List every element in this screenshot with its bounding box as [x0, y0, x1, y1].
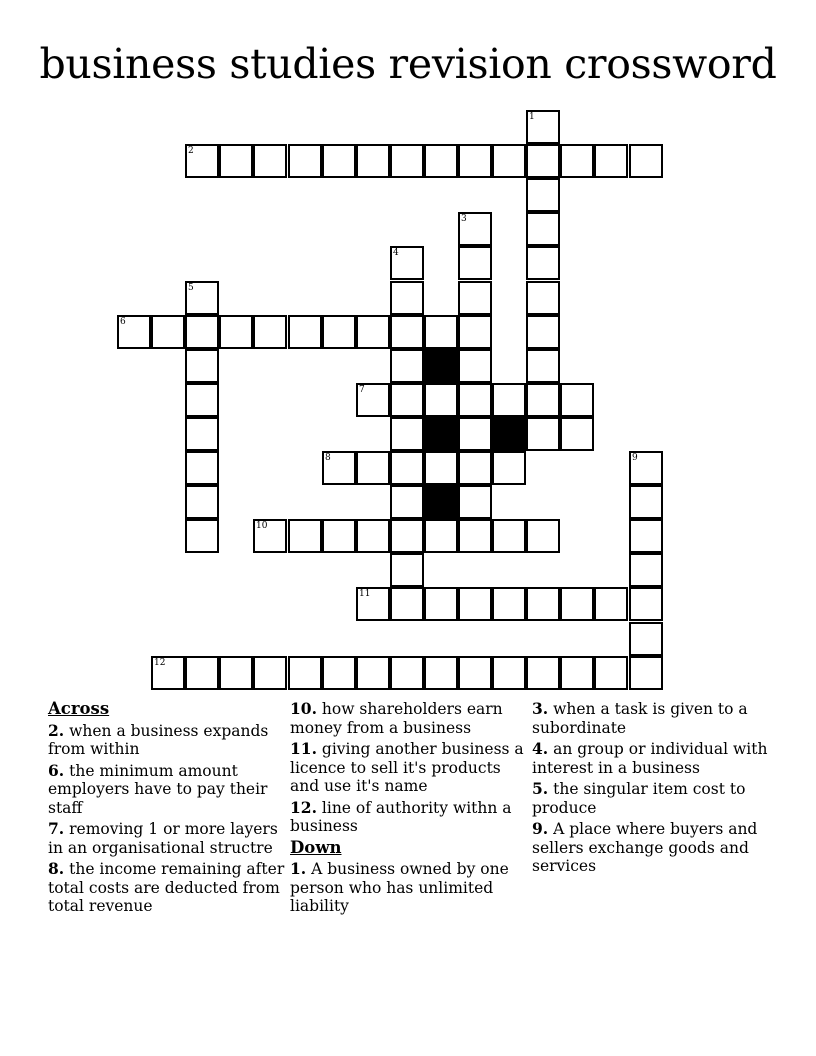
clue-across-10: 10. how shareholders earn money from a business [290, 699, 503, 737]
grid-cell[interactable] [458, 315, 492, 349]
grid-cell[interactable] [526, 212, 560, 246]
grid-cell[interactable] [424, 315, 458, 349]
grid-cell[interactable] [526, 383, 560, 417]
grid-block [492, 417, 526, 451]
grid-cell[interactable] [458, 519, 492, 553]
grid-cell[interactable] [629, 144, 663, 178]
grid-cell[interactable] [492, 519, 526, 553]
grid-cell[interactable] [356, 383, 390, 417]
clue-number: 12 [154, 658, 166, 668]
grid-block [424, 417, 458, 451]
grid-cell[interactable] [424, 383, 458, 417]
grid-cell[interactable] [629, 451, 663, 485]
grid-cell[interactable] [458, 587, 492, 621]
clue-across-2: 2. when a business expands from within [48, 720, 269, 758]
grid-cell[interactable] [526, 178, 560, 212]
clue-number: 4 [393, 248, 399, 258]
grid-cell[interactable] [322, 519, 356, 553]
page-title: business studies revision crossword [39, 40, 777, 88]
grid-cell[interactable] [356, 315, 390, 349]
grid-cell[interactable] [151, 315, 185, 349]
grid-cell[interactable] [356, 519, 390, 553]
grid-cell[interactable] [356, 144, 390, 178]
clue-down-5: 5. the singular item cost to produce [532, 779, 746, 817]
clue-number: 5 [188, 283, 194, 293]
grid-cell[interactable] [253, 144, 287, 178]
clue-down-9: 9. A place where buyers and sellers exchange goods and services [532, 819, 758, 875]
grid-cell[interactable] [629, 553, 663, 587]
clue-number: 2 [188, 146, 194, 156]
grid-cell[interactable] [185, 451, 219, 485]
grid-cell[interactable] [526, 144, 560, 178]
grid-cell[interactable] [322, 144, 356, 178]
grid-cell[interactable] [560, 144, 594, 178]
grid-cell[interactable] [526, 110, 560, 144]
grid-cell[interactable] [288, 144, 322, 178]
grid-cell[interactable] [253, 315, 287, 349]
grid-block [424, 349, 458, 383]
clue-number: 11 [359, 589, 371, 599]
grid-cell[interactable] [390, 417, 424, 451]
grid-cell[interactable] [526, 587, 560, 621]
grid-cell[interactable] [424, 451, 458, 485]
grid-cell[interactable] [629, 587, 663, 621]
clues-column-2 [290, 700, 528, 919]
grid-cell[interactable] [629, 656, 663, 690]
grid-cell[interactable] [390, 519, 424, 553]
grid-cell[interactable] [458, 656, 492, 690]
grid-cell[interactable] [390, 246, 424, 280]
grid-cell[interactable] [560, 383, 594, 417]
grid-cell[interactable] [390, 553, 424, 587]
clue-across-8: 8. the income remaining after total costs are deducted from total revenue [48, 859, 285, 915]
grid-cell[interactable] [492, 383, 526, 417]
grid-cell[interactable] [458, 212, 492, 246]
grid-cell[interactable] [458, 246, 492, 280]
grid-cell[interactable] [390, 451, 424, 485]
grid-cell[interactable] [424, 656, 458, 690]
grid-cell[interactable] [526, 246, 560, 280]
grid-cell[interactable] [526, 656, 560, 690]
grid-cell[interactable] [458, 281, 492, 315]
grid-cell[interactable] [526, 519, 560, 553]
clue-number: 8 [325, 453, 331, 463]
grid-cell[interactable] [253, 656, 287, 690]
grid-cell[interactable] [185, 417, 219, 451]
grid-cell[interactable] [629, 485, 663, 519]
clue-number: 6 [120, 317, 126, 327]
grid-cell[interactable] [288, 315, 322, 349]
clue-across-11: 11. giving another business a licence to sell it's products and use it's name [290, 739, 524, 795]
clue-number: 3 [461, 214, 467, 224]
grid-cell[interactable] [526, 417, 560, 451]
grid-cell[interactable] [526, 349, 560, 383]
across-heading: Across [48, 699, 110, 718]
grid-cell[interactable] [458, 451, 492, 485]
grid-block [424, 485, 458, 519]
clue-down-1: 1. A business owned by one person who has unlimited liability [290, 859, 509, 915]
grid-cell[interactable] [629, 622, 663, 656]
grid-cell[interactable] [424, 519, 458, 553]
grid-cell[interactable] [560, 417, 594, 451]
grid-cell[interactable] [390, 281, 424, 315]
clue-across-6: 6. the minimum amount employers have to pay their staff [48, 760, 268, 817]
grid-cell[interactable] [322, 451, 356, 485]
grid-cell[interactable] [492, 451, 526, 485]
grid-cell[interactable] [629, 519, 663, 553]
grid-cell[interactable] [458, 349, 492, 383]
grid-cell[interactable] [288, 656, 322, 690]
grid-cell[interactable] [492, 144, 526, 178]
clue-across-12: 12. line of authority withn a business [290, 797, 512, 835]
grid-cell[interactable] [185, 519, 219, 553]
grid-cell[interactable] [594, 656, 628, 690]
grid-cell[interactable] [458, 383, 492, 417]
grid-cell[interactable] [458, 144, 492, 178]
grid-cell[interactable] [594, 587, 628, 621]
grid-cell[interactable] [185, 144, 219, 178]
grid-cell[interactable] [560, 656, 594, 690]
clues-column-1 [48, 700, 286, 919]
clues-column-3 [532, 700, 772, 879]
grid-cell[interactable] [390, 383, 424, 417]
grid-cell[interactable] [526, 315, 560, 349]
grid-cell[interactable] [151, 656, 185, 690]
clue-number: 1 [529, 112, 535, 122]
grid-cell[interactable] [219, 315, 253, 349]
grid-cell[interactable] [117, 315, 151, 349]
grid-cell[interactable] [322, 656, 356, 690]
grid-cell[interactable] [458, 417, 492, 451]
grid-cell[interactable] [185, 485, 219, 519]
grid-cell[interactable] [185, 315, 219, 349]
grid-cell[interactable] [185, 349, 219, 383]
clue-down-3: 3. when a task is given to a subordinate [532, 699, 748, 737]
grid-cell[interactable] [390, 144, 424, 178]
grid-cell[interactable] [356, 587, 390, 621]
clue-number: 10 [256, 521, 268, 531]
grid-cell[interactable] [458, 485, 492, 519]
grid-cell[interactable] [390, 656, 424, 690]
grid-cell[interactable] [356, 451, 390, 485]
grid-cell[interactable] [390, 485, 424, 519]
grid-cell[interactable] [560, 587, 594, 621]
grid-cell[interactable] [526, 281, 560, 315]
grid-cell[interactable] [492, 656, 526, 690]
clue-number: 7 [359, 385, 365, 395]
grid-cell[interactable] [390, 349, 424, 383]
grid-cell[interactable] [322, 315, 356, 349]
clue-across-7: 7. removing 1 or more layers in an organisational structre [48, 819, 278, 857]
grid-cell[interactable] [219, 656, 253, 690]
clue-number: 9 [632, 453, 638, 463]
grid-cell[interactable] [492, 587, 526, 621]
grid-cell[interactable] [594, 144, 628, 178]
grid-cell[interactable] [253, 519, 287, 553]
grid-cell[interactable] [424, 144, 458, 178]
grid-cell[interactable] [219, 144, 253, 178]
grid-cell[interactable] [185, 656, 219, 690]
grid-cell[interactable] [424, 587, 458, 621]
grid-cell[interactable] [185, 383, 219, 417]
down-heading: Down [290, 837, 342, 857]
grid-cell[interactable] [390, 315, 424, 349]
clue-down-4: 4. an group or individual with interest in a business [532, 739, 768, 777]
grid-cell[interactable] [390, 587, 424, 621]
grid-cell[interactable] [185, 281, 219, 315]
grid-cell[interactable] [288, 519, 322, 553]
grid-cell[interactable] [356, 656, 390, 690]
